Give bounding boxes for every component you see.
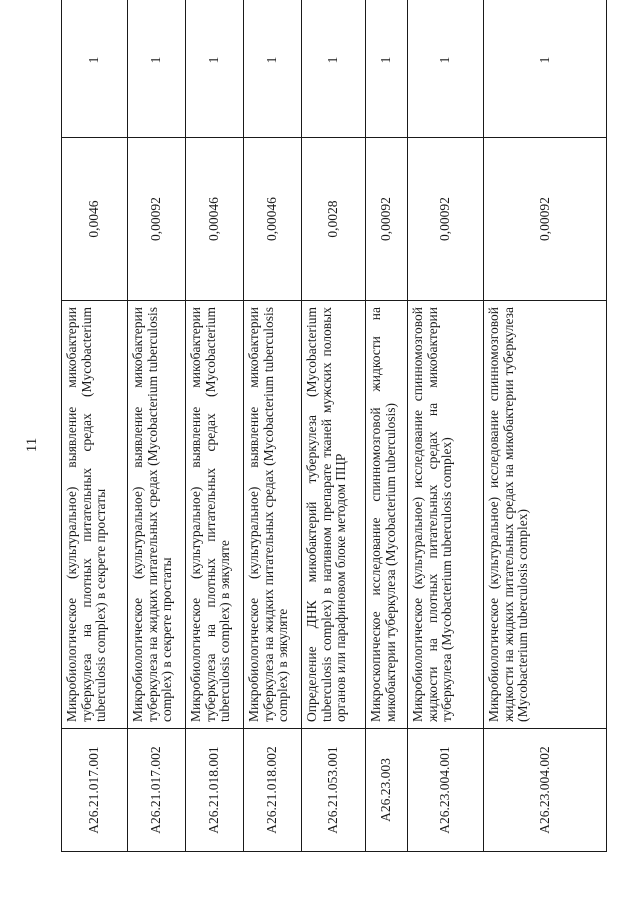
service-description: Микробиологическое (культуральное) выявление микобактерии туберкулеза на жидких питательных средах (Mycobacterium tuberculosis complex) в эякуляте: [244, 301, 302, 729]
service-code: A26.21.017.001: [62, 729, 128, 852]
service-description: Микробиологическое (культуральное) исследование спинномозговой жидкости на жидких питательных средах на микобактерии туберкулеза (Mycobacterium tuberculosis complex): [484, 301, 607, 729]
service-description: Микробиологическое (культуральное) исследование спинномозговой жидкости на плотных питательных средах на микобактерии туберкулеза (Mycobacterium tuberculosis complex): [408, 301, 484, 729]
service-code: A26.21.053.001: [302, 729, 366, 852]
multiplicity: 1: [62, 0, 128, 138]
frequency-coefficient: 0,0028: [302, 138, 366, 301]
frequency-coefficient: 0,00092: [366, 138, 408, 301]
service-description: Микробиологическое (культуральное) выявление микобактерии туберкулеза на плотных питательных средах (Mycobacterium tuberculosis complex) в секрете простаты: [62, 301, 128, 729]
frequency-coefficient: 0,00092: [128, 138, 186, 301]
service-description: Микробиологическое (культуральное) выявление микобактерии туберкулеза на плотных питательных средах (Mycobacterium tuberculosis complex) в эякуляте: [186, 301, 244, 729]
frequency-coefficient: 0,00092: [484, 138, 607, 301]
page-number: 11: [24, 437, 40, 453]
table-row: [484, 0, 607, 852]
service-code: A26.21.018.001: [186, 729, 244, 852]
table-row: [128, 0, 186, 852]
table-row: [62, 0, 128, 852]
service-code: A26.23.004.002: [484, 729, 607, 852]
multiplicity: 1: [366, 0, 408, 138]
table-row: [366, 0, 408, 852]
service-description: Микробиологическое (культуральное) выявление микобактерии туберкулеза на жидких питательных средах (Mycobacterium tuberculosis complex) в секрете простаты: [128, 301, 186, 729]
multiplicity: 1: [186, 0, 244, 138]
service-code: A26.23.003: [366, 729, 408, 852]
table-row: [302, 0, 366, 852]
table-row: [244, 0, 302, 852]
service-description: Микроскопическое исследование спинномозговой жидкости на микобактерии туберкулеза (Mycobacterium tuberculosis): [366, 301, 408, 729]
service-code: A26.21.017.002: [128, 729, 186, 852]
multiplicity: 1: [408, 0, 484, 138]
frequency-coefficient: 0,00046: [244, 138, 302, 301]
frequency-coefficient: 0,00092: [408, 138, 484, 301]
multiplicity: 1: [302, 0, 366, 138]
multiplicity: 1: [128, 0, 186, 138]
multiplicity: 1: [244, 0, 302, 138]
frequency-coefficient: 0,0046: [62, 138, 128, 301]
service-code: A26.23.004.001: [408, 729, 484, 852]
rotated-table-container: [61, 35, 606, 852]
services-table: [61, 0, 607, 852]
multiplicity: 1: [484, 0, 607, 138]
service-code: A26.21.018.002: [244, 729, 302, 852]
service-description: Определение ДНК микобактерий туберкулеза (Mycobacterium tuberculosis complex) в нативном препарате тканей мужских половых органов или парафиновом блоке методом ПЦР: [302, 301, 366, 729]
table-row: [408, 0, 484, 852]
table-row: [186, 0, 244, 852]
frequency-coefficient: 0,00046: [186, 138, 244, 301]
